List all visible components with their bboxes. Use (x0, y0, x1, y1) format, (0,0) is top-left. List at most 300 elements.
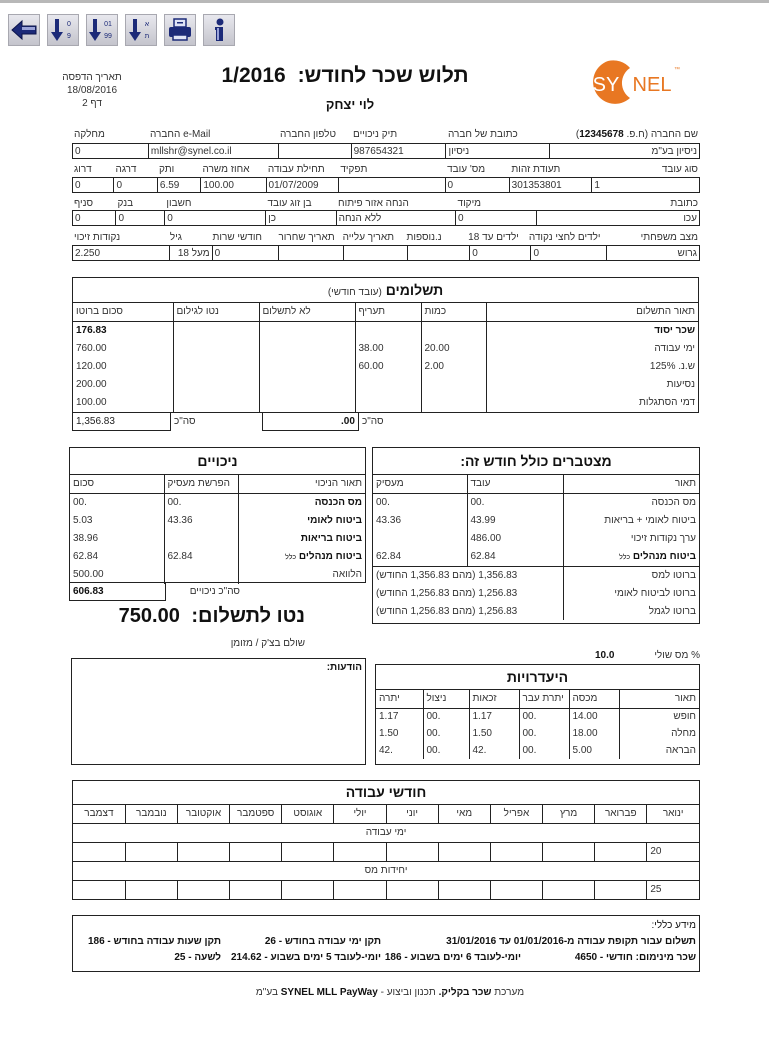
payments-table (73, 303, 698, 322)
payment-gross: 120.00 (76, 361, 107, 372)
month-header: אוגוסט (282, 805, 334, 823)
payment-not-paid (259, 376, 355, 394)
company-phone-value (278, 144, 351, 159)
deduction-desc-text: ביטוח לאומי (307, 515, 362, 526)
employee-type-value: 1 (592, 178, 700, 193)
employee-id-value: 301353801 (509, 178, 592, 193)
seniority-label: ותק (159, 163, 175, 175)
payment-net-grossup (173, 322, 259, 340)
deduction-note: כלל (285, 554, 297, 561)
job-percent-label: אחוז משרה (202, 163, 250, 175)
paid-by: שולם בצ'ק / מזומן (230, 638, 305, 649)
work-days-value (543, 842, 595, 861)
payment-rate: 38.00 (355, 340, 421, 358)
kids-18-value: 0 (470, 246, 531, 261)
notes-label: הודעות: (326, 662, 362, 673)
deduction-amount: 62.84 (73, 551, 99, 562)
payment-net-grossup (173, 394, 259, 412)
payments-title: תשלומים (עובד חודשי) (73, 278, 698, 303)
col-accum-employee: עובד (467, 475, 563, 493)
col-accum-desc: תאור (563, 475, 699, 493)
tax-units-value (595, 880, 647, 899)
company-address-label: כתובת של חברה (448, 128, 518, 140)
window-top-border (0, 0, 769, 3)
absence-used: .00 (423, 708, 469, 725)
notes-box (71, 658, 366, 765)
std-days: תקן ימי עבודה בחודש - 26 (264, 936, 381, 947)
sort-01-99-icon (88, 17, 116, 43)
company-name-label: שם החברה (ח.פ. 12345678) (575, 128, 698, 140)
tax-units-value (386, 880, 438, 899)
deductions-section (69, 447, 366, 583)
month-header: יולי (334, 805, 386, 823)
deduction-amount: 500.00 (73, 569, 104, 580)
print-date: 18/08/2016 (66, 85, 118, 96)
account-label: חשבון (166, 197, 192, 209)
age-label: גיל (169, 231, 183, 243)
dev-zone-label: הנחה אזור פיתוח (338, 197, 409, 209)
absence-used: .00 (423, 742, 469, 759)
net-pay-value: 750.00 (118, 605, 180, 627)
deduction-employer: .00 (164, 494, 238, 512)
deduction-row (70, 566, 365, 584)
accumulated-employee: 62.84 (467, 548, 563, 566)
absence-row (376, 708, 699, 725)
sort-0-9-icon (49, 17, 77, 43)
work-days-value (230, 842, 282, 861)
general-info-section (72, 915, 700, 972)
col-entitled: זכאות (469, 690, 519, 708)
accumulated-desc (563, 512, 699, 530)
payments-total-label-2: סה"כ (362, 416, 384, 427)
role-label: תפקיד (340, 163, 368, 175)
absence-balance: 1.50 (379, 728, 399, 739)
payment-desc: נסיעות (486, 376, 698, 394)
absence-desc: חופש (619, 708, 699, 725)
aliya-date-value (343, 246, 407, 261)
accumulated-row (373, 548, 699, 566)
work-days-value (177, 842, 229, 861)
pay-period: תשלום עבור תקופת עבודה מ-01/01/2016 עד 31/01/2016 (446, 936, 696, 947)
payment-row (73, 322, 698, 340)
months-header-row (73, 805, 699, 823)
payment-net-grossup (173, 340, 259, 358)
accumulated-gross-row (373, 602, 699, 620)
discharge-date-value (279, 246, 343, 261)
payment-not-paid (259, 322, 355, 340)
col-rate: תעריף (355, 303, 421, 321)
family-labels (72, 230, 700, 244)
payment-rate (355, 322, 421, 340)
svg-text:ת: ת (144, 32, 150, 40)
employee-labels (72, 162, 700, 176)
deduction-amount: 5.03 (73, 515, 93, 526)
tax-units-value (490, 880, 542, 899)
payment-qty (421, 322, 486, 340)
payment-row (73, 358, 698, 376)
absence-quota: 5.00 (569, 742, 619, 759)
company-email-label: e-Mail החברה (150, 128, 211, 140)
col-used: ניצול (423, 690, 469, 708)
address-values (72, 210, 700, 226)
accumulated-gross-desc: ברוטו לגמל (563, 602, 699, 620)
col-deduction-desc: תאור הניכוי (238, 475, 365, 493)
grade-value: 0 (114, 178, 157, 193)
absence-used: .00 (423, 725, 469, 742)
sort-alpha-button[interactable] (125, 14, 157, 46)
work-months-section (72, 780, 700, 900)
payment-rate (355, 394, 421, 412)
absence-desc: הבראה (619, 742, 699, 759)
footer-brand: SYNEL MLL PayWay (280, 987, 378, 998)
deduction-desc (238, 512, 365, 530)
deduction-desc-text: ביטוח מנהלים (298, 551, 362, 562)
tax-units-value (230, 880, 282, 899)
service-months-label: חודשי שרות (212, 231, 263, 243)
family-values (72, 245, 700, 261)
deductions-table (70, 475, 365, 494)
accumulated-row (373, 512, 699, 530)
payment-rate: 60.00 (355, 358, 421, 376)
extra-points-value (408, 246, 470, 261)
deduction-desc-text: ביטוח בריאות (300, 533, 362, 544)
month-header: ספטמבר (230, 805, 282, 823)
payment-desc: ימי עבודה (486, 340, 698, 358)
work-days-value (125, 842, 177, 861)
absence-desc: מחלה (619, 725, 699, 742)
synel-logo (583, 58, 683, 108)
absences-header-row (376, 690, 699, 708)
tax-units-row (73, 880, 699, 899)
job-percent-value: 100.00 (201, 178, 266, 193)
work-days-label-row (73, 823, 699, 842)
deduction-desc-text: הלוואה (332, 569, 362, 580)
accumulated-gross-row (373, 584, 699, 602)
employee-id-label: תעודת זהות (511, 163, 561, 175)
accumulated-desc (563, 530, 699, 548)
employee-number-value: 0 (445, 178, 509, 193)
net-pay (105, 605, 305, 628)
month-header: דצמבר (84, 808, 114, 820)
deduction-desc (238, 566, 365, 584)
deduction-employer (164, 566, 238, 584)
payment-gross: 760.00 (76, 343, 107, 354)
month-header: אוקטובר (177, 805, 229, 823)
back-arrow-icon (10, 18, 38, 42)
col-balance: יתרה (379, 693, 400, 705)
back-button[interactable] (8, 14, 40, 46)
work-days-row (73, 842, 699, 861)
footer (200, 987, 580, 998)
rank-label: דרוג (74, 163, 92, 175)
sort-01-99-button[interactable] (86, 14, 118, 46)
absence-prev: .00 (519, 742, 569, 759)
discharge-date-label: תאריך שחרור (278, 231, 335, 243)
tax-units-value (125, 880, 177, 899)
deduction-desc (238, 548, 365, 566)
min-wage-6days: יומי-לעובד 6 ימים בשבוע - 186 (384, 952, 521, 963)
general-info-title: מידע כללי: (651, 920, 696, 931)
company-values (72, 143, 700, 159)
footer-prefix: מערכת (494, 987, 525, 998)
work-days-value (386, 842, 438, 861)
min-wage-hourly: לשעה - 25 (174, 952, 221, 963)
payments-body (73, 322, 698, 412)
tax-units-value (177, 880, 229, 899)
zip-label: מיקוד (457, 197, 482, 209)
deduction-row (70, 548, 365, 566)
accumulated-gross (373, 566, 699, 621)
payment-not-paid (259, 340, 355, 358)
payment-qty (421, 394, 486, 412)
absence-entitled: 1.17 (469, 708, 519, 725)
svg-text:01: 01 (104, 21, 112, 28)
sort-alef-tav-icon (127, 17, 155, 43)
info-button[interactable] (203, 14, 235, 46)
work-months-title: חודשי עבודה (73, 781, 699, 805)
absence-quota: 18.00 (569, 725, 619, 742)
work-days-value: 20 (647, 842, 699, 861)
start-date-value: 01/07/2009 (266, 178, 338, 193)
accumulated-desc-text: ערך נקודות זיכוי (630, 533, 696, 544)
absence-balance: 1.17 (379, 711, 399, 723)
accumulated-gross-value: 1,256.83 (מהם 1,256.83 החודש) (376, 605, 518, 617)
accumulated-desc-text: ביטוח מנהלים (632, 551, 696, 562)
payment-desc: דמי הסתגלות (486, 394, 698, 412)
address-labels (72, 196, 700, 210)
dev-zone-value: ללא הנחה (336, 211, 455, 226)
accumulated-employee: 486.00 (467, 530, 563, 548)
company-labels (72, 127, 700, 141)
accumulated-body (373, 494, 699, 566)
marital-value: גרוש (606, 246, 699, 261)
work-days-value (595, 842, 647, 861)
min-wage-monthly: שכר מינימום: חודשי - 4650 (574, 952, 696, 963)
deduction-row (70, 494, 365, 512)
marital-label: מצב משפחתי (640, 231, 698, 243)
month-header: מרץ (543, 805, 595, 823)
col-net-grossup: נטו לגילום (173, 303, 259, 321)
account-value: 0 (165, 211, 266, 226)
bank-label: בנק (117, 197, 134, 209)
accumulated-gross-value: 1,356.83 (מהם 1,356.83 החודש) (376, 569, 518, 581)
deduction-amount: .00 (73, 497, 87, 508)
accumulated-desc-text: ביטוח לאומי + בריאות (604, 515, 696, 526)
absence-row (376, 742, 699, 759)
deductions-file-value: 987654321 (351, 144, 446, 159)
print-date-label: תאריך הדפסה (62, 72, 122, 83)
deduction-desc-text: מס הכנסה (314, 497, 362, 508)
half-point-kids-label: ילדים לחצי נקודה (528, 231, 601, 243)
payments-total-label: סה"כ (174, 416, 196, 427)
accumulated-section (372, 447, 700, 624)
col-prev-balance: יתרת עבר (519, 690, 569, 708)
payment-row (73, 394, 698, 412)
payment-desc: שכר יסוד (486, 322, 698, 340)
accumulated-row (373, 530, 699, 548)
payslip-title (200, 64, 490, 88)
accumulated-employer: .00 (376, 497, 390, 508)
accumulated-employee: .00 (467, 494, 563, 512)
deduction-employer: 43.36 (164, 512, 238, 530)
tax-units-value (543, 880, 595, 899)
branch-value: 0 (73, 211, 116, 226)
payment-not-paid (259, 394, 355, 412)
rank-value: 0 (73, 178, 114, 193)
print-button[interactable] (164, 14, 196, 46)
accumulated-note: כלל (619, 554, 631, 561)
svg-text:0: 0 (67, 21, 71, 28)
deductions-total-label: סה"כ ניכויים (189, 586, 240, 597)
tax-units-value (438, 880, 490, 899)
payment-qty: 2.00 (421, 358, 486, 376)
col-accum-employer: מעסיק (376, 478, 404, 490)
payment-gross: 200.00 (76, 379, 107, 390)
address-label: כתובת (670, 197, 698, 209)
bank-value: 0 (116, 211, 165, 226)
absence-balance: .42 (379, 745, 393, 756)
deductions-file-label: תיק ניכויים (353, 128, 398, 140)
payment-net-grossup (173, 376, 259, 394)
svg-text:א: א (144, 20, 150, 28)
deduction-employer (164, 530, 238, 548)
absence-entitled: .42 (469, 742, 519, 759)
accumulated-title: מצטברים כולל חודש זה: (373, 448, 699, 475)
service-months-value: 0 (212, 246, 279, 261)
payment-row (73, 340, 698, 358)
payment-gross: 176.83 (76, 325, 107, 336)
printer-icon (166, 17, 194, 43)
accumulated-row (373, 494, 699, 512)
min-wage-5days: יומי-לעובד 5 ימים בשבוע - 214.62 (230, 952, 381, 963)
employee-name: לוי יצחק (325, 97, 375, 112)
absence-entitled: 1.50 (469, 725, 519, 742)
month-header: מאי (438, 805, 490, 823)
col-not-paid: לא לתשלום (259, 303, 355, 321)
aliya-date-label: תאריך עלייה (342, 231, 395, 243)
company-name-value: ניסיון בע"מ (550, 144, 700, 159)
col-quota: מכסה (569, 690, 619, 708)
work-days-value (334, 842, 386, 861)
start-date-label: תחילת עבודה (267, 163, 325, 175)
general-info-row-2 (76, 952, 696, 968)
accumulated-employer (373, 530, 467, 548)
sort-0-9-button[interactable] (47, 14, 79, 46)
role-value (338, 178, 445, 193)
marginal-tax-label: % מס שולי (654, 650, 700, 661)
info-icon (205, 17, 233, 43)
month-header: אפריל (490, 805, 542, 823)
accumulated-employer: 62.84 (376, 551, 402, 562)
payments-total-gross: 1,356.83 (72, 413, 171, 431)
employee-number-label: מס' עובד (447, 163, 486, 175)
absence-row (376, 725, 699, 742)
deduction-row (70, 530, 365, 548)
accumulated-employee: 43.99 (467, 512, 563, 530)
tax-units-value: 25 (647, 880, 699, 899)
absences-section (375, 664, 700, 765)
payment-not-paid (259, 358, 355, 376)
marginal-tax-value: 10.0 (595, 650, 615, 661)
company-address-value: ניסיון (446, 144, 550, 159)
payment-net-grossup (173, 358, 259, 376)
address-value: עכו (537, 211, 700, 226)
deductions-total: 606.83 (69, 583, 166, 601)
footer-product: שכר בקליק. (438, 987, 492, 998)
accumulated-gross-value: 1,256.83 (מהם 1,256.83 החודש) (376, 587, 518, 599)
payment-gross: 100.00 (76, 397, 107, 408)
work-days-value (438, 842, 490, 861)
toolbar (8, 14, 235, 48)
payments-total-not-paid: .00 (262, 413, 359, 431)
tax-units-value (334, 880, 386, 899)
net-pay-label: נטו לתשלום: (191, 605, 305, 627)
accumulated-gross-row (373, 566, 699, 584)
company-phone-label: טלפון החברה (280, 128, 336, 140)
col-payment-desc: תאור התשלום (486, 303, 698, 321)
absence-quota: 14.00 (569, 708, 619, 725)
tax-units-value (73, 880, 125, 899)
payment-desc: ש.נ. 125% (486, 358, 698, 376)
deductions-body (70, 494, 365, 584)
credit-points-value: 2.250 (73, 246, 170, 261)
accumulated-gross-desc: ברוטו למס (563, 566, 699, 584)
tax-units-label-row (73, 861, 699, 880)
department-value: 0 (73, 144, 149, 159)
department-label: מחלקה (74, 128, 105, 140)
svg-text:™: ™ (674, 67, 680, 73)
accumulated-table (373, 475, 699, 494)
company-email-value: mllshr@synel.co.il (148, 144, 278, 159)
deduction-desc (238, 530, 365, 548)
accumulated-desc (563, 548, 699, 566)
employee-type-label: סוג עובד (661, 163, 698, 175)
spouse-label: בן זוג עובד (267, 197, 312, 209)
col-deduction-amount: סכום (73, 478, 95, 490)
deductions-title: ניכויים (70, 448, 365, 475)
absence-prev: .00 (519, 708, 569, 725)
print-info (62, 71, 122, 110)
title-month: 1/2016 (221, 64, 286, 87)
month-header: נובמבר (125, 805, 177, 823)
accumulated-gross-desc: ברוטו לביטוח לאומי (563, 584, 699, 602)
half-point-kids-value: 0 (531, 246, 606, 261)
deduction-desc (238, 494, 365, 512)
deduction-amount: 38.96 (73, 533, 99, 544)
col-employer-share: הפרשת מעסיק (164, 475, 238, 493)
absences-title: היעדרויות (376, 665, 699, 690)
footer-suffix: בע"מ (255, 987, 278, 998)
payment-rate (355, 376, 421, 394)
accumulated-employer: 43.36 (376, 515, 402, 526)
credit-points-label: נקודות זיכוי (74, 231, 121, 243)
page-number: דף 2 (82, 98, 102, 109)
extra-points-label: נ.נוספות (406, 231, 442, 243)
payment-row (73, 376, 698, 394)
general-info-row-1 (76, 936, 696, 952)
svg-text:SY: SY (592, 74, 620, 96)
svg-text:99: 99 (104, 33, 112, 40)
accumulated-desc (563, 494, 699, 512)
payments-header-row (73, 303, 698, 321)
tax-units-label: יחידות מס (364, 865, 408, 876)
svg-text:9: 9 (67, 33, 71, 40)
deduction-employer: 62.84 (164, 548, 238, 566)
absences-table (376, 690, 699, 759)
footer-middle: תכנון וביצוע - (380, 987, 436, 998)
col-absence-desc: תאור (619, 690, 699, 708)
deduction-row (70, 512, 365, 530)
